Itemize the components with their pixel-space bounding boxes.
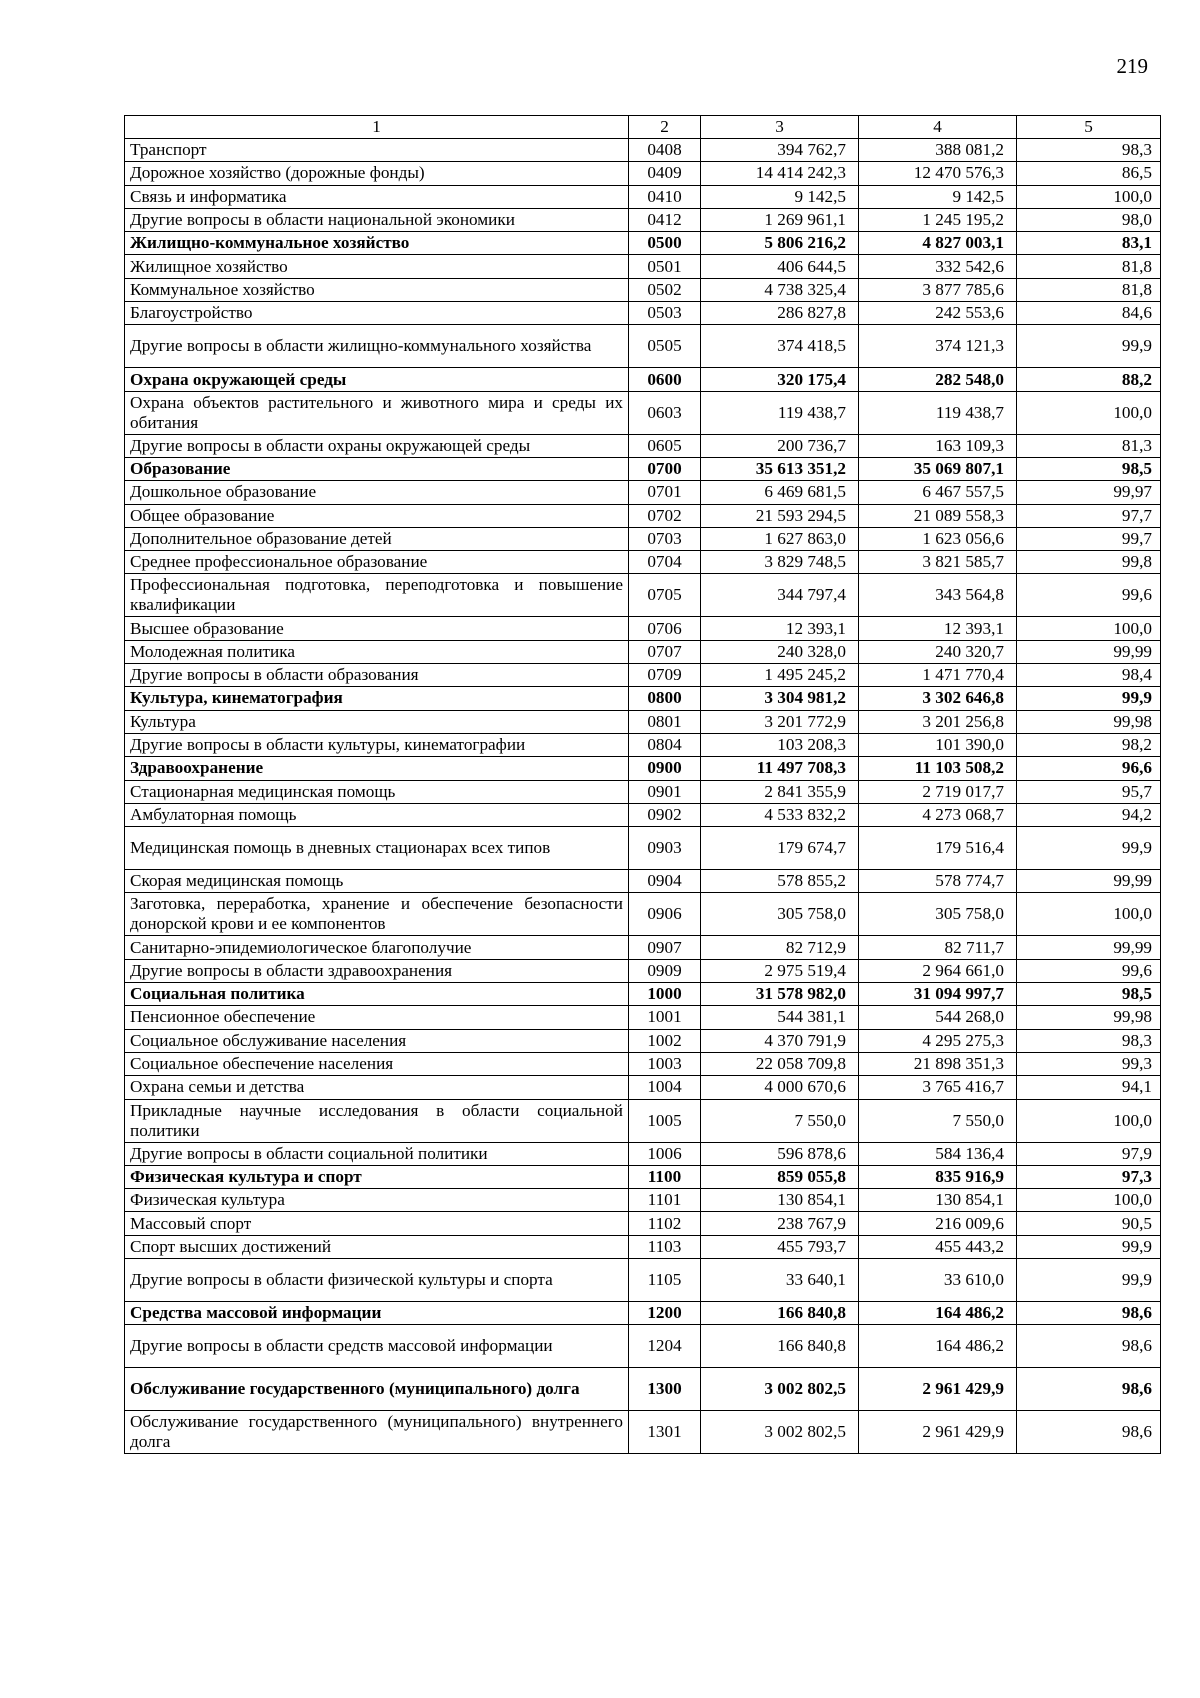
row-value-col5: 98,3 [1017,139,1161,162]
row-value-col4: 12 470 576,3 [859,162,1017,185]
row-name-cell: Заготовка, переработка, хранение и обеспечение безопасности донорской крови и ее компонентов [125,893,629,936]
row-value-col3: 14 414 242,3 [701,162,859,185]
row-value-col4: 4 273 068,7 [859,803,1017,826]
table-row [125,803,1161,826]
row-code-cell: 0503 [629,302,701,325]
table-row [125,1189,1161,1212]
row-value-col5: 99,99 [1017,870,1161,893]
row-code-cell: 1204 [629,1325,701,1368]
row-value-col5: 86,5 [1017,162,1161,185]
row-name-cell: Коммунальное хозяйство [125,278,629,301]
header-cell-3: 3 [701,116,859,139]
row-code-cell: 0408 [629,139,701,162]
row-name-cell: Социальное обслуживание населения [125,1029,629,1052]
row-name-cell: Среднее профессиональное образование [125,551,629,574]
row-value-col5: 99,9 [1017,325,1161,368]
row-code-cell: 1004 [629,1076,701,1099]
row-name-cell: Дошкольное образование [125,481,629,504]
row-value-col3: 200 736,7 [701,434,859,457]
row-value-col4: 388 081,2 [859,139,1017,162]
row-value-col3: 4 000 670,6 [701,1076,859,1099]
row-value-col3: 12 393,1 [701,617,859,640]
table-row [125,827,1161,870]
row-value-col3: 320 175,4 [701,368,859,391]
row-value-col3: 31 578 982,0 [701,983,859,1006]
row-value-col5: 99,99 [1017,640,1161,663]
row-value-col5: 83,1 [1017,232,1161,255]
row-name-cell: Обслуживание государственного (муниципального) внутреннего долга [125,1411,629,1454]
row-value-col4: 31 094 997,7 [859,983,1017,1006]
row-value-col4: 179 516,4 [859,827,1017,870]
row-code-cell: 0603 [629,391,701,434]
row-name-cell: Дополнительное образование детей [125,527,629,550]
row-code-cell: 0707 [629,640,701,663]
row-name-cell: Общее образование [125,504,629,527]
row-value-col4: 455 443,2 [859,1235,1017,1258]
table-row [125,1258,1161,1301]
row-value-col3: 22 058 709,8 [701,1052,859,1075]
row-value-col3: 2 841 355,9 [701,780,859,803]
row-code-cell: 0700 [629,457,701,480]
row-name-cell: Другие вопросы в области жилищно-коммунального хозяйства [125,325,629,368]
row-value-col4: 282 548,0 [859,368,1017,391]
row-name-cell: Скорая медицинская помощь [125,870,629,893]
row-name-cell: Связь и информатика [125,185,629,208]
row-name-cell: Культура [125,710,629,733]
row-name-cell: Здравоохранение [125,757,629,780]
row-value-col4: 1 471 770,4 [859,664,1017,687]
table-row [125,1411,1161,1454]
row-code-cell: 1001 [629,1006,701,1029]
table-row [125,1301,1161,1324]
row-name-cell: Охрана окружающей среды [125,368,629,391]
row-value-col5: 98,2 [1017,733,1161,756]
row-code-cell: 0706 [629,617,701,640]
row-name-cell: Социальная политика [125,983,629,1006]
row-value-col5: 90,5 [1017,1212,1161,1235]
row-name-cell: Благоустройство [125,302,629,325]
row-value-col3: 374 418,5 [701,325,859,368]
header-cell-5: 5 [1017,116,1161,139]
row-value-col4: 3 765 416,7 [859,1076,1017,1099]
row-value-col3: 859 055,8 [701,1165,859,1188]
table-row [125,232,1161,255]
row-value-col5: 81,8 [1017,255,1161,278]
row-value-col5: 100,0 [1017,617,1161,640]
row-value-col5: 99,3 [1017,1052,1161,1075]
row-code-cell: 0412 [629,208,701,231]
row-name-cell: Образование [125,457,629,480]
row-value-col4: 1 623 056,6 [859,527,1017,550]
table-row [125,527,1161,550]
row-name-cell: Другие вопросы в области национальной экономики [125,208,629,231]
row-value-col3: 1 269 961,1 [701,208,859,231]
row-value-col4: 33 610,0 [859,1258,1017,1301]
row-value-col3: 4 738 325,4 [701,278,859,301]
row-name-cell: Транспорт [125,139,629,162]
row-value-col4: 7 550,0 [859,1099,1017,1142]
row-value-col5: 98,6 [1017,1368,1161,1411]
row-code-cell: 0704 [629,551,701,574]
row-name-cell: Другие вопросы в области охраны окружающей среды [125,434,629,457]
table-row [125,551,1161,574]
header-row [125,116,1161,139]
row-code-cell: 1002 [629,1029,701,1052]
row-code-cell: 0702 [629,504,701,527]
row-value-col4: 374 121,3 [859,325,1017,368]
row-value-col3: 394 762,7 [701,139,859,162]
row-value-col4: 9 142,5 [859,185,1017,208]
row-value-col4: 2 964 661,0 [859,959,1017,982]
row-code-cell: 1101 [629,1189,701,1212]
row-value-col4: 82 711,7 [859,936,1017,959]
row-value-col5: 98,6 [1017,1325,1161,1368]
row-code-cell: 0901 [629,780,701,803]
table-row [125,574,1161,617]
row-name-cell: Средства массовой информации [125,1301,629,1324]
row-name-cell: Культура, кинематография [125,687,629,710]
row-value-col5: 95,7 [1017,780,1161,803]
row-value-col3: 119 438,7 [701,391,859,434]
row-value-col5: 99,9 [1017,827,1161,870]
table-row [125,870,1161,893]
table-row [125,1212,1161,1235]
row-value-col5: 99,6 [1017,574,1161,617]
row-name-cell: Социальное обеспечение населения [125,1052,629,1075]
row-name-cell: Прикладные научные исследования в области социальной политики [125,1099,629,1142]
row-code-cell: 1103 [629,1235,701,1258]
row-value-col3: 344 797,4 [701,574,859,617]
table-row [125,983,1161,1006]
row-code-cell: 0907 [629,936,701,959]
row-value-col4: 3 877 785,6 [859,278,1017,301]
row-value-col3: 166 840,8 [701,1325,859,1368]
row-value-col4: 1 245 195,2 [859,208,1017,231]
row-value-col3: 11 497 708,3 [701,757,859,780]
row-value-col4: 343 564,8 [859,574,1017,617]
row-value-col3: 6 469 681,5 [701,481,859,504]
row-value-col5: 98,5 [1017,457,1161,480]
row-code-cell: 0605 [629,434,701,457]
table-row [125,1368,1161,1411]
table-row [125,1099,1161,1142]
row-code-cell: 0906 [629,893,701,936]
row-value-col4: 164 486,2 [859,1301,1017,1324]
row-value-col5: 100,0 [1017,1099,1161,1142]
row-value-col4: 3 302 646,8 [859,687,1017,710]
row-value-col5: 97,3 [1017,1165,1161,1188]
row-value-col3: 3 002 802,5 [701,1411,859,1454]
table-row [125,368,1161,391]
header-cell-4: 4 [859,116,1017,139]
row-value-col4: 12 393,1 [859,617,1017,640]
row-name-cell: Профессиональная подготовка, переподготовка и повышение квалификации [125,574,629,617]
row-value-col4: 835 916,9 [859,1165,1017,1188]
row-code-cell: 1000 [629,983,701,1006]
row-name-cell: Молодежная политика [125,640,629,663]
row-value-col5: 96,6 [1017,757,1161,780]
row-code-cell: 0900 [629,757,701,780]
table-row [125,1325,1161,1368]
row-code-cell: 0904 [629,870,701,893]
row-value-col3: 9 142,5 [701,185,859,208]
row-value-col5: 98,5 [1017,983,1161,1006]
row-name-cell: Другие вопросы в области образования [125,664,629,687]
table-row [125,1006,1161,1029]
row-value-col4: 164 486,2 [859,1325,1017,1368]
row-name-cell: Другие вопросы в области социальной политики [125,1142,629,1165]
row-name-cell: Спорт высших достижений [125,1235,629,1258]
row-code-cell: 1300 [629,1368,701,1411]
page-number: 219 [1116,54,1148,78]
row-value-col5: 98,6 [1017,1411,1161,1454]
row-value-col3: 3 201 772,9 [701,710,859,733]
row-code-cell: 0705 [629,574,701,617]
row-value-col3: 455 793,7 [701,1235,859,1258]
row-name-cell: Другие вопросы в области средств массовой информации [125,1325,629,1368]
row-value-col5: 100,0 [1017,185,1161,208]
row-code-cell: 1006 [629,1142,701,1165]
row-value-col3: 33 640,1 [701,1258,859,1301]
row-name-cell: Амбулаторная помощь [125,803,629,826]
row-value-col3: 103 208,3 [701,733,859,756]
row-value-col5: 99,98 [1017,710,1161,733]
table-row [125,434,1161,457]
row-value-col5: 99,7 [1017,527,1161,550]
table-row [125,664,1161,687]
table-row [125,780,1161,803]
row-code-cell: 1102 [629,1212,701,1235]
row-value-col4: 21 089 558,3 [859,504,1017,527]
row-value-col4: 4 827 003,1 [859,232,1017,255]
row-name-cell: Дорожное хозяйство (дорожные фонды) [125,162,629,185]
budget-table [124,115,1161,1454]
row-value-col3: 7 550,0 [701,1099,859,1142]
row-value-col3: 179 674,7 [701,827,859,870]
row-name-cell: Другие вопросы в области физической культуры и спорта [125,1258,629,1301]
row-name-cell: Медицинская помощь в дневных стационарах всех типов [125,827,629,870]
row-value-col5: 81,3 [1017,434,1161,457]
row-value-col5: 100,0 [1017,893,1161,936]
row-value-col5: 94,1 [1017,1076,1161,1099]
table-row [125,1235,1161,1258]
row-code-cell: 1003 [629,1052,701,1075]
row-value-col5: 99,8 [1017,551,1161,574]
row-name-cell: Другие вопросы в области здравоохранения [125,959,629,982]
row-name-cell: Обслуживание государственного (муниципального) долга [125,1368,629,1411]
row-value-col3: 596 878,6 [701,1142,859,1165]
row-code-cell: 0703 [629,527,701,550]
row-value-col4: 119 438,7 [859,391,1017,434]
row-name-cell: Физическая культура [125,1189,629,1212]
row-value-col5: 98,0 [1017,208,1161,231]
header-cell-1: 1 [125,116,629,139]
row-value-col4: 2 719 017,7 [859,780,1017,803]
table-row [125,139,1161,162]
row-value-col5: 100,0 [1017,1189,1161,1212]
row-value-col5: 84,6 [1017,302,1161,325]
row-name-cell: Стационарная медицинская помощь [125,780,629,803]
row-value-col5: 99,99 [1017,936,1161,959]
row-value-col4: 332 542,6 [859,255,1017,278]
row-value-col5: 99,9 [1017,1258,1161,1301]
row-name-cell: Охрана объектов растительного и животного мира и среды их обитания [125,391,629,434]
table-row [125,185,1161,208]
row-value-col5: 98,6 [1017,1301,1161,1324]
row-name-cell: Физическая культура и спорт [125,1165,629,1188]
row-code-cell: 0409 [629,162,701,185]
table-row [125,710,1161,733]
row-value-col4: 4 295 275,3 [859,1029,1017,1052]
table-row [125,640,1161,663]
table-row [125,278,1161,301]
row-value-col4: 544 268,0 [859,1006,1017,1029]
table-row [125,733,1161,756]
row-name-cell: Массовый спорт [125,1212,629,1235]
row-code-cell: 0909 [629,959,701,982]
row-value-col3: 238 767,9 [701,1212,859,1235]
row-value-col3: 1 627 863,0 [701,527,859,550]
header-cell-2: 2 [629,116,701,139]
row-value-col3: 1 495 245,2 [701,664,859,687]
row-value-col5: 100,0 [1017,391,1161,434]
row-value-col5: 99,9 [1017,1235,1161,1258]
table-row [125,457,1161,480]
row-value-col4: 130 854,1 [859,1189,1017,1212]
row-value-col4: 3 821 585,7 [859,551,1017,574]
row-code-cell: 1301 [629,1411,701,1454]
row-code-cell: 1200 [629,1301,701,1324]
table-row [125,936,1161,959]
row-value-col5: 99,9 [1017,687,1161,710]
row-value-col4: 3 201 256,8 [859,710,1017,733]
row-value-col5: 88,2 [1017,368,1161,391]
row-value-col4: 11 103 508,2 [859,757,1017,780]
row-code-cell: 0501 [629,255,701,278]
row-code-cell: 0804 [629,733,701,756]
row-value-col4: 242 553,6 [859,302,1017,325]
row-value-col4: 6 467 557,5 [859,481,1017,504]
row-code-cell: 0801 [629,710,701,733]
row-value-col4: 2 961 429,9 [859,1411,1017,1454]
row-name-cell: Пенсионное обеспечение [125,1006,629,1029]
row-value-col3: 3 829 748,5 [701,551,859,574]
row-value-col5: 94,2 [1017,803,1161,826]
table-row [125,325,1161,368]
row-code-cell: 0600 [629,368,701,391]
row-value-col3: 130 854,1 [701,1189,859,1212]
table-row [125,959,1161,982]
row-code-cell: 1100 [629,1165,701,1188]
row-value-col4: 578 774,7 [859,870,1017,893]
row-value-col4: 216 009,6 [859,1212,1017,1235]
table-row [125,1165,1161,1188]
table-row [125,481,1161,504]
row-value-col5: 98,3 [1017,1029,1161,1052]
row-value-col5: 99,97 [1017,481,1161,504]
table-row [125,687,1161,710]
row-name-cell: Жилищное хозяйство [125,255,629,278]
row-value-col3: 4 370 791,9 [701,1029,859,1052]
row-value-col3: 286 827,8 [701,302,859,325]
table-row [125,391,1161,434]
row-value-col3: 21 593 294,5 [701,504,859,527]
row-value-col5: 99,6 [1017,959,1161,982]
row-value-col3: 305 758,0 [701,893,859,936]
row-value-col3: 3 002 802,5 [701,1368,859,1411]
row-value-col5: 97,9 [1017,1142,1161,1165]
table-row [125,1142,1161,1165]
table-body [125,116,1161,1454]
row-value-col5: 97,7 [1017,504,1161,527]
table-row [125,208,1161,231]
row-value-col3: 82 712,9 [701,936,859,959]
row-name-cell: Высшее образование [125,617,629,640]
row-value-col5: 81,8 [1017,278,1161,301]
row-code-cell: 0701 [629,481,701,504]
row-value-col5: 98,4 [1017,664,1161,687]
table-row [125,617,1161,640]
row-value-col4: 2 961 429,9 [859,1368,1017,1411]
row-value-col3: 544 381,1 [701,1006,859,1029]
row-code-cell: 1105 [629,1258,701,1301]
table-row [125,302,1161,325]
table-row [125,162,1161,185]
row-code-cell: 0502 [629,278,701,301]
row-code-cell: 0800 [629,687,701,710]
table-row [125,757,1161,780]
row-value-col4: 35 069 807,1 [859,457,1017,480]
row-value-col3: 3 304 981,2 [701,687,859,710]
table-row [125,255,1161,278]
row-value-col4: 21 898 351,3 [859,1052,1017,1075]
row-name-cell: Санитарно-эпидемиологическое благополучие [125,936,629,959]
row-value-col5: 99,98 [1017,1006,1161,1029]
table-row [125,1076,1161,1099]
row-value-col3: 578 855,2 [701,870,859,893]
row-value-col4: 584 136,4 [859,1142,1017,1165]
row-code-cell: 0410 [629,185,701,208]
row-code-cell: 0709 [629,664,701,687]
row-code-cell: 0505 [629,325,701,368]
row-value-col3: 35 613 351,2 [701,457,859,480]
row-value-col3: 4 533 832,2 [701,803,859,826]
row-value-col4: 240 320,7 [859,640,1017,663]
row-name-cell: Охрана семьи и детства [125,1076,629,1099]
row-value-col3: 240 328,0 [701,640,859,663]
row-code-cell: 0902 [629,803,701,826]
table-row [125,504,1161,527]
row-value-col3: 166 840,8 [701,1301,859,1324]
row-value-col4: 305 758,0 [859,893,1017,936]
row-code-cell: 0500 [629,232,701,255]
row-value-col3: 5 806 216,2 [701,232,859,255]
row-code-cell: 0903 [629,827,701,870]
table-row [125,1029,1161,1052]
table-row [125,1052,1161,1075]
row-name-cell: Жилищно-коммунальное хозяйство [125,232,629,255]
table-row [125,893,1161,936]
row-value-col4: 101 390,0 [859,733,1017,756]
row-value-col4: 163 109,3 [859,434,1017,457]
row-name-cell: Другие вопросы в области культуры, кинематографии [125,733,629,756]
row-code-cell: 1005 [629,1099,701,1142]
row-value-col3: 2 975 519,4 [701,959,859,982]
row-value-col3: 406 644,5 [701,255,859,278]
